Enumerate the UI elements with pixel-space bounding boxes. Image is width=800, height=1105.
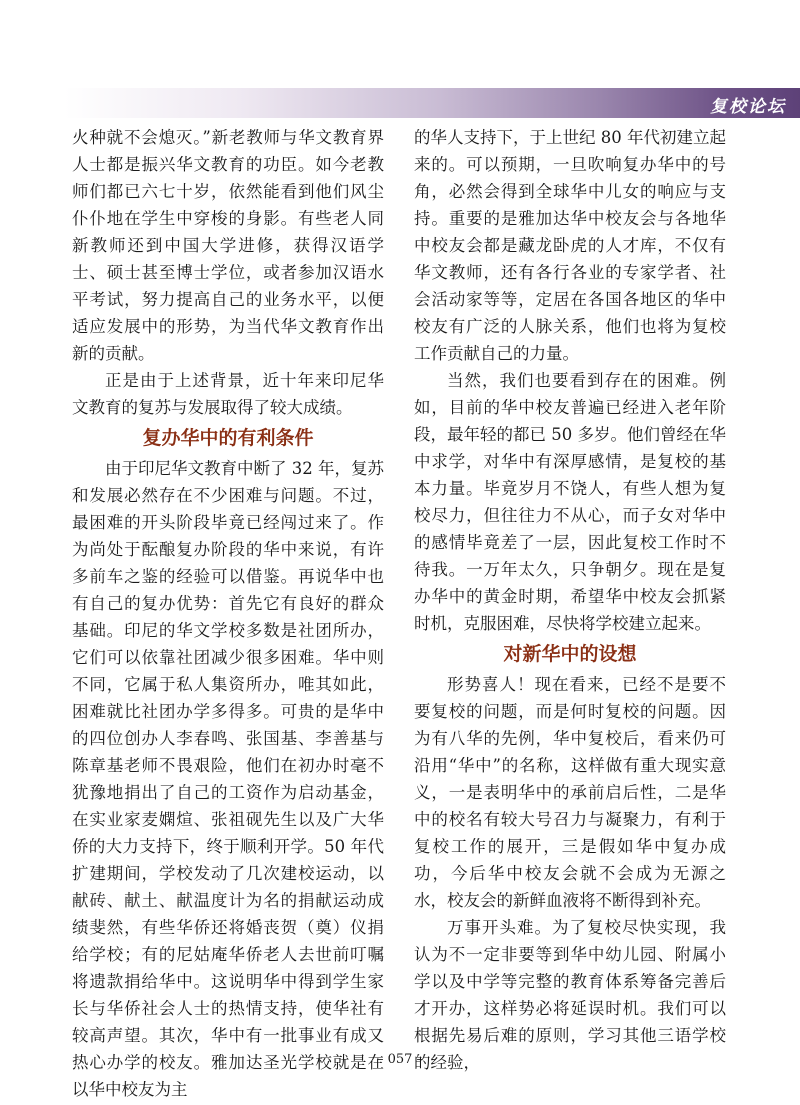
left-column <box>72 124 384 1103</box>
section-title: 复校论坛 <box>710 97 786 117</box>
paragraph: 的华人支持下，于上世纪 80 年代初建立起来的。可以预期，一旦吹响复办华中的号角，必然会得到全球华中儿女的响应与支持。重要的是雅加达华中校友会与各地华中校友会都是藏龙卧虎的人才库，不仅有华文教师，还有各行各业的专家学者、社会活动家等等，定居在各国各地区的华中校友有广泛的人脉关系，他们也将为复校工作贡献自己的力量。 <box>414 128 726 363</box>
header-band <box>0 88 800 118</box>
right-column <box>414 124 726 1076</box>
paragraph: 万事开头难。为了复校尽快实现，我认为不一定非要等到华中幼儿园、附属小学以及中学等完整的教育体系筹备完善后才开办，这样势必将延误时机。我们可以根据先易后难的原则，学习其他三语学校的经验， <box>414 918 726 1072</box>
paragraph: 火种就不会熄灭。”新老教师与华文教育界人士都是振兴华文教育的功臣。如今老教师们都已六七十岁，依然能看到他们风尘仆仆地在学生中穿梭的身影。有些老人同新教师还到中国大学进修，获得汉语学士、硕士甚至博士学位，或者参加汉语水平考试，努力提高自己的业务水平，以便适应发展中的形势，为当代华文教育作出新的贡献。 <box>72 128 384 363</box>
page-number: – 057 – <box>376 1052 424 1067</box>
paragraph: 由于印尼华文教育中断了 32 年，复苏和发展必然存在不少困难与问题。不过，最困难的开头阶段毕竟已经闯过来了。作为尚处于酝酿复办阶段的华中来说，有许多前车之鉴的经验可以借鉴。再说华中也有自己的复办优势：首先它有良好的群众基础。印尼的华文学校多数是社团所办，它们可以依靠社团减少很多困难。华中则不同，它属于私人集资所办，唯其如此，困难就比社团办学多得多。可贵的是华中的四位创办人李春鸣、张国基、李善基与陈章基老师不畏艰险，他们在初办时毫不犹豫地捐出了自己的工资作为启动基金，在实业家麦嫻煊、张祖砚先生以及广大华侨的大力支持下，终于顺利开学。50 年代扩建期间，学校发动了几次建校运动，以献砖、献土、献温度计为名的捐献运动成绩斐然，有些华侨还将婚丧贺（奠）仪捐给学校；有的尼姑庵华侨老人去世前叮嘱将遗款捐给华中。这说明华中得到学生家长与华侨社会人士的热情支持，使华社有较高声望。其次，华中有一批事业有成又热心办学的校友。雅加达圣光学校就是在以华中校友为主 <box>72 459 384 1099</box>
section-heading: 对新华中的设想 <box>503 643 637 665</box>
section-heading: 复办华中的有利条件 <box>142 427 314 449</box>
paragraph: 正是由于上述背景，近十年来印尼华文教育的复苏与发展取得了较大成绩。 <box>72 371 384 417</box>
paragraph: 当然，我们也要看到存在的困难。例如，目前的华中校友普遍已经进入老年阶段，最年轻的都已 50 多岁。他们曾经在华中求学，对华中有深厚感情，是复校的基本力量。毕竟岁月不饶人，有些人想为复校尽力，但往往力不从心，而子女对华中的感情毕竟差了一层，因此复校工作时不待我。一万年太久，只争朝夕。现在是复办华中的黄金时期，希望华中校友会抓紧时机，克服困难，尽快将学校建立起来。 <box>414 371 726 633</box>
paragraph: 形势喜人！现在看来，已经不是要不要复校的问题，而是何时复校的问题。因为有八华的先例，华中复校后，看来仍可沿用“华中”的名称，这样做有重大现实意义，一是表明华中的承前启后性，二是华中的校名有较大号召力与凝聚力，有利于复校工作的展开，三是假如华中复办成功，今后华中校友会就不会成为无源之水，校友会的新鲜血液将不断得到补充。 <box>414 675 726 910</box>
